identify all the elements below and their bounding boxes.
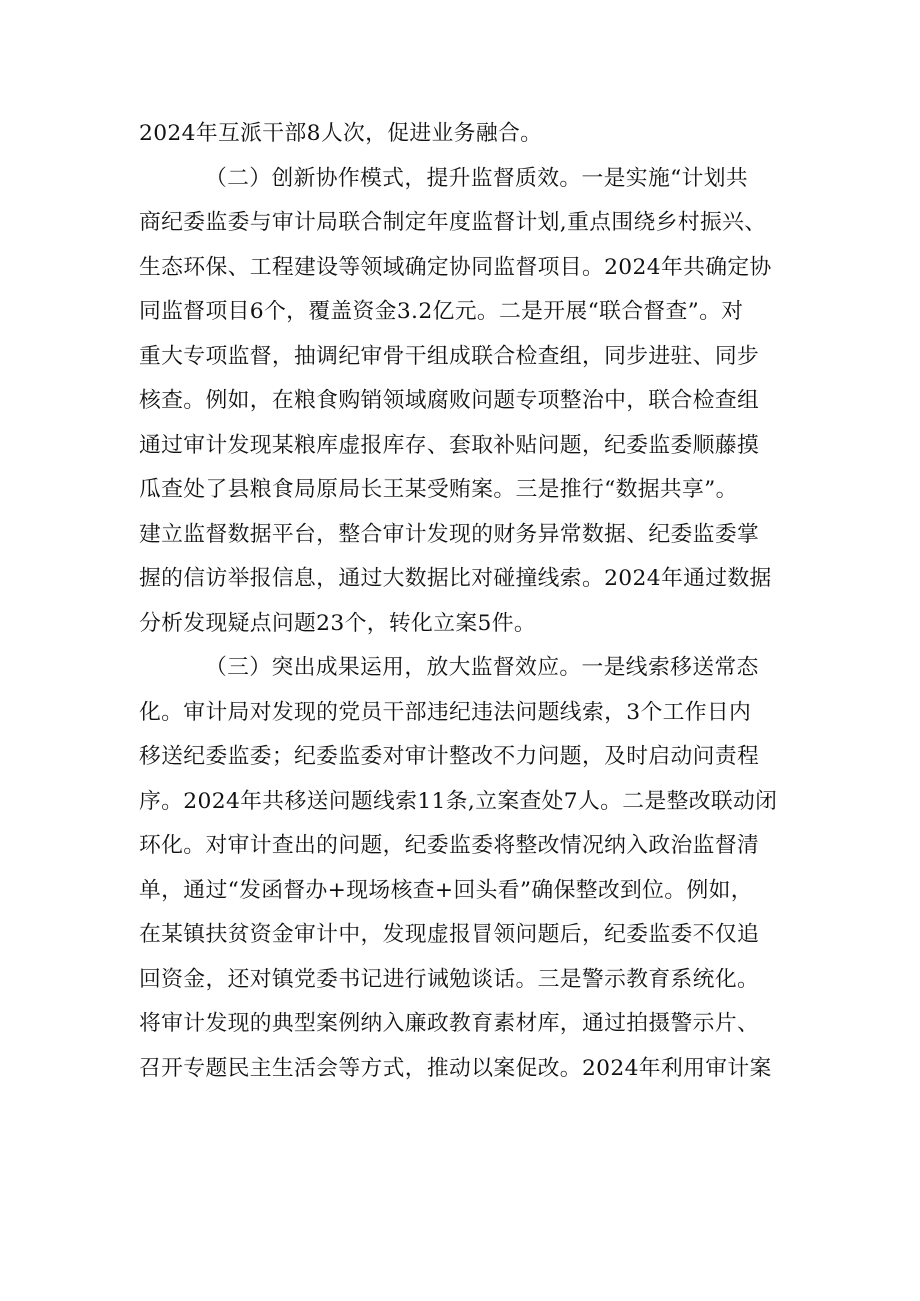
text-line: 建立监督数据平台，整合审计发现的财务异常数据、纪委监委掌 [139,521,760,547]
text-line: 通过审计发现某粮库虚报库存、套取补贴问题，纪委监委顺藤摸 [139,432,760,458]
text-line: 在某镇扶贫资金审计中，发现虚报冒领问题后，纪委监委不仅追 [139,922,760,947]
paragraph-heading-line: （三）突出成果运用，放大监督效应。一是线索移送常态 [205,655,759,680]
text-line: 分析发现疑点问题23个，转化立案5件。 [139,610,537,636]
text-line: 移送纪委监委；纪委监委对审计整改不力问题，及时启动问责程 [139,744,760,769]
document-body [139,112,799,1091]
text-line: 召开专题民主生活会等方式，推动以案促改。2024年利用审计案 [139,1055,772,1081]
text-line: 瓜查处了县粮食局原局长王某受贿案。三是推行“数据共享”。 [139,477,738,502]
text-line: 环化。对审计查出的问题，纪委监委将整改情况纳入政治监督清 [139,833,760,858]
text-line: 重大专项监督，抽调纪审骨干组成联合检查组，同步进驻、同步 [139,343,760,369]
text-line: 商纪委监委与审计局联合制定年度监督计划,重点围绕乡村振兴、 [139,210,767,235]
text-line: 序。2024年共移送问题线索11条,立案查处7人。二是整改联动闭 [139,788,778,814]
text-line: 单，通过“发函督办+现场核查+回头看”确保整改到位。例如， [139,877,753,903]
text-line: 回资金，还对镇党委书记进行诫勉谈话。三是警示教育系统化。 [139,966,760,992]
paragraph-heading-line: （二）创新协作模式，提升监督质效。一是实施“计划共 [205,165,749,191]
text-line: 2024年互派干部8人次，促进业务融合。 [139,121,543,146]
text-line: 同监督项目6个，覆盖资金3.2亿元。二是开展“联合督查”。对 [139,299,744,324]
text-line: 将审计发现的典型案例纳入廉政教育素材库，通过拍摄警示片、 [139,1011,760,1036]
text-line: 生态环保、工程建设等领域确定协同监督项目。2024年共确定协 [139,254,772,280]
text-line: 握的信访举报信息，通过大数据比对碰撞线索。2024年通过数据 [139,566,772,591]
text-line: 化。审计局对发现的党员干部违纪违法问题线索，3个工作日内 [139,699,752,725]
text-line: 核查。例如，在粮食购销领域腐败问题专项整治中，联合检查组 [139,388,760,413]
